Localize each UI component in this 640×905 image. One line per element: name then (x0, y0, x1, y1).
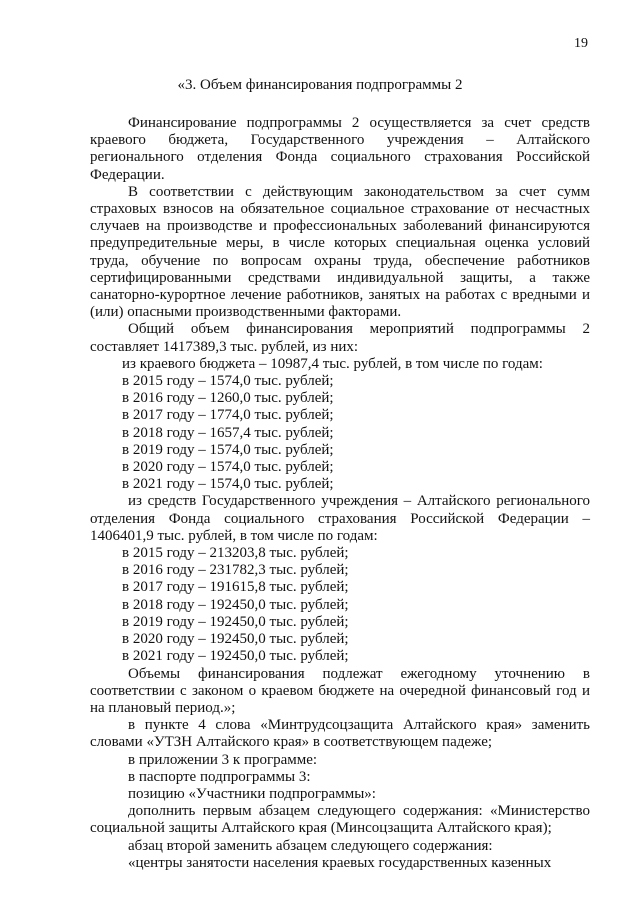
fss-year-2019: в 2019 году – 192450,0 тыс. рублей; (122, 613, 349, 630)
paragraph-add-first: дополнить первым абзацем следующего содержания: «Министерство социальной защиты Алтайского края (Минсоцзащита Алтайского края); (90, 803, 590, 837)
paragraph-passport: в паспорте подпрограммы 3: (128, 768, 311, 785)
regional-year-2020: в 2020 году – 1574,0 тыс. рублей; (122, 459, 334, 476)
fss-year-2016: в 2016 году – 231782,3 тыс. рублей; (122, 562, 349, 579)
regional-year-2019: в 2019 году – 1574,0 тыс. рублей; (122, 441, 334, 458)
regional-year-2021: в 2021 году – 1574,0 тыс. рублей; (122, 476, 334, 493)
fss-year-2015: в 2015 году – 213203,8 тыс. рублей; (122, 545, 349, 562)
fss-funds-intro: из средств Государственного учреждения – Алтайского регионального отделения Фонда социального страхования Российской Федерации – 1406401,9 тыс. рублей, в том числе по годам: (90, 493, 590, 544)
regional-year-2018: в 2018 году – 1657,4 тыс. рублей; (122, 424, 334, 441)
paragraph-annual-adjustment: Объемы финансирования подлежат ежегодному уточнению в соответствии с законом о краевом бюджете на очередной финансовый год и на плановый период.»; (90, 665, 590, 716)
paragraph-preventive-measures: В соответствии с действующим законодательством за счет сумм страховых взносов на обязательное социальное страхование от несчастных случаев на производстве и профессиональных заболеваний финансируются предупредительные меры, в числе которых специальная оценка условий труда, обучение по вопросам охраны труда, обеспечение работников сертифицированными средствами индивидуальной защиты, а также санаторно-курортное лечение работников, занятых на работах с вредными и (или) опасными производственными факторами. (90, 183, 590, 321)
regional-year-2015: в 2015 году – 1574,0 тыс. рублей; (122, 373, 334, 390)
body-text (90, 115, 590, 872)
paragraph-item4-replacement: в пункте 4 слова «Минтрудсоцзащита Алтайского края» заменить словами «УТЗН Алтайского края» в соответствующем падеже; (90, 717, 590, 751)
paragraph-employment-centers: «центры занятости населения краевых государственных казенных (128, 854, 552, 871)
fss-year-2021: в 2021 году – 192450,0 тыс. рублей; (122, 648, 349, 665)
section-heading: «3. Объем финансирования подпрограммы 2 (177, 77, 463, 93)
fss-year-2017: в 2017 году – 191615,8 тыс. рублей; (122, 579, 349, 596)
paragraph-funding-sources: Финансирование подпрограммы 2 осуществляется за счет средств краевого бюджета, Государственного учреждения – Алтайского регионального отделения Фонда социального страхования Российской Федерации. (90, 115, 590, 183)
page-number: 19 (574, 36, 588, 51)
paragraph-position: позицию «Участники подпрограммы»: (128, 785, 376, 802)
regional-year-2017: в 2017 году – 1774,0 тыс. рублей; (122, 407, 334, 424)
paragraph-annex3: в приложении 3 к программе: (128, 751, 318, 768)
regional-year-2016: в 2016 году – 1260,0 тыс. рублей; (122, 390, 334, 407)
regional-budget-intro: из краевого бюджета – 10987,4 тыс. рублей, в том числе по годам: (122, 355, 543, 372)
fss-year-2018: в 2018 году – 192450,0 тыс. рублей; (122, 596, 349, 613)
fss-year-2020: в 2020 году – 192450,0 тыс. рублей; (122, 631, 349, 648)
paragraph-total-volume: Общий объем финансирования мероприятий подпрограммы 2 составляет 1417389,3 тыс. рублей, из них: (90, 321, 590, 355)
paragraph-replace-second: абзац второй заменить абзацем следующего содержания: (128, 837, 493, 854)
